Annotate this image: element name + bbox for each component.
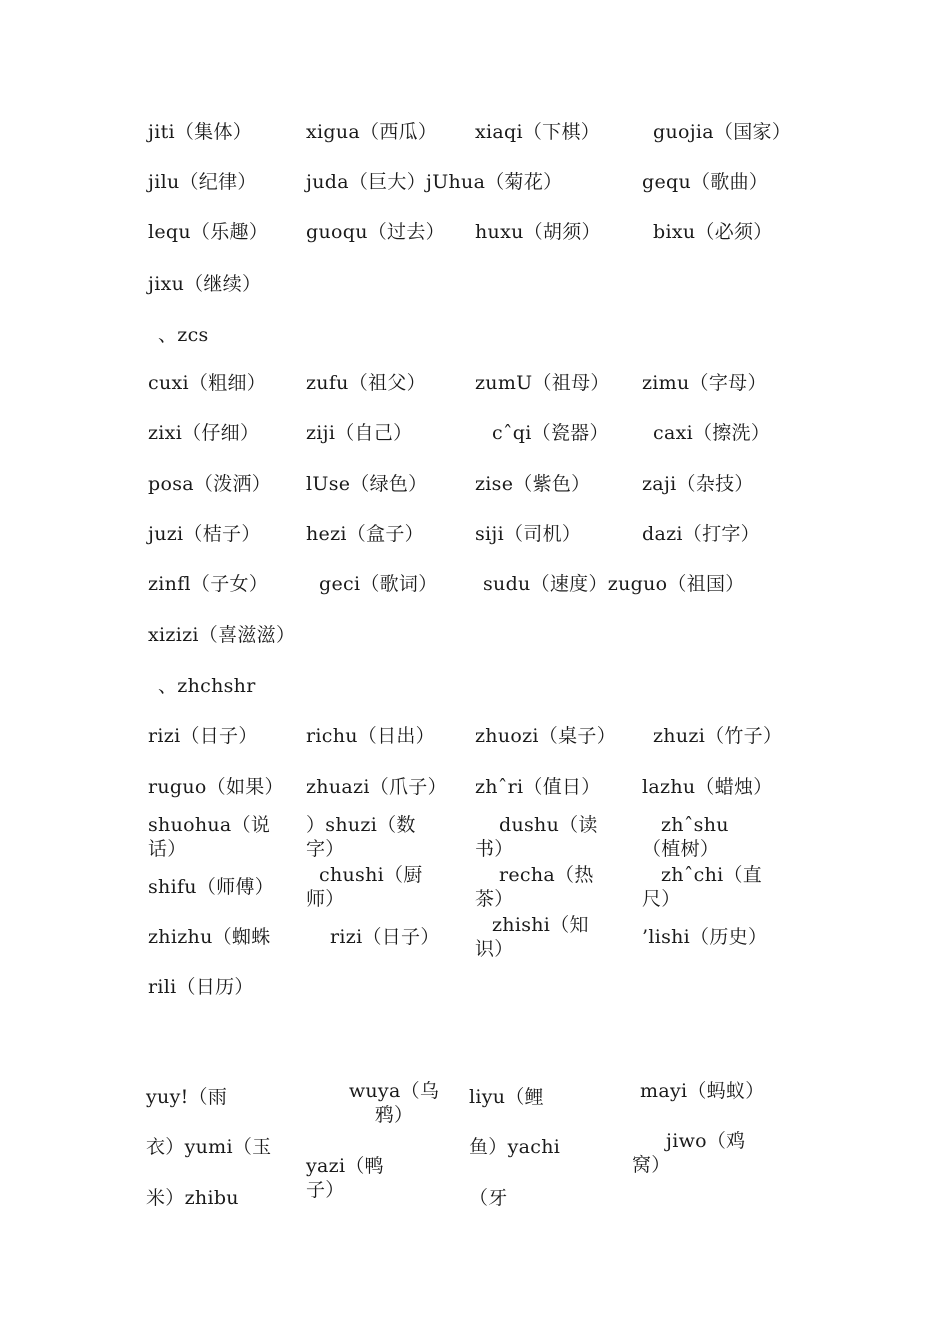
vocab-jiwo: jiwo（鸡窝） [632, 1130, 746, 1176]
vocab-xigua: xigua（西瓜） [306, 121, 438, 143]
vocab-jiti: jiti（集体） [148, 121, 253, 143]
vocab-dushu: dushu（读书） [475, 814, 598, 860]
vocab-posa: posa（泼洒） [148, 473, 272, 495]
bottom-col1-line1: yuy!（雨 [146, 1086, 228, 1108]
vocab-hezi: hezi（盒子） [306, 523, 424, 545]
section-heading-zcs: 、zcs [158, 324, 209, 346]
vocab-shuohua: shuohua（说话） [148, 814, 271, 860]
vocab-lishi: ’lishi（历史） [642, 926, 768, 948]
vocab-cuxi: cuxi（粗细） [148, 372, 267, 394]
vocab-juzi: juzi（桔子） [148, 523, 261, 545]
vocab-rili: rili（日历） [148, 976, 254, 998]
bottom-col3-line1: liyu（鲤 [469, 1086, 544, 1108]
vocab-zhichi: zhˆchi（直尺） [642, 864, 763, 910]
vocab-ziji: ziji（自己） [306, 422, 413, 444]
vocab-gequ: gequ（歌曲） [642, 171, 769, 193]
vocab-guoqu: guoqu（过去） [306, 221, 445, 243]
vocab-xizizi: xizizi（喜滋滋） [148, 624, 296, 646]
vocab-zhiri: zhˆri（值日） [475, 776, 601, 798]
vocab-shifu: shifu（师傅） [148, 876, 275, 898]
vocab-ciqi: cˆqi（瓷器） [492, 422, 609, 444]
vocab-yazi: yazi（鸭子） [306, 1155, 384, 1201]
vocab-geci: geci（歌词） [319, 573, 438, 595]
vocab-huxu: huxu（胡须） [475, 221, 601, 243]
vocab-caxi: caxi（擦洗） [653, 422, 771, 444]
vocab-zise: zise（紫色） [475, 473, 591, 495]
bottom-col3-line3: （牙 [469, 1187, 508, 1209]
vocab-ruguo: ruguo（如果） [148, 776, 284, 798]
vocab-mayi: mayi（蚂蚁） [640, 1080, 765, 1102]
vocab-zhuozi: zhuozi（桌子） [475, 725, 617, 747]
vocab-zhishu: zhˆshu（植树） [642, 814, 729, 860]
vocab-zixi: zixi（仔细） [148, 422, 260, 444]
vocab-lequ: lequ（乐趣） [148, 221, 269, 243]
vocab-jilu: jilu（纪律） [148, 171, 257, 193]
vocab-juda-juhua: juda（巨大）jUhua（菊花） [306, 171, 563, 193]
vocab-zaji: zaji（杂技） [642, 473, 754, 495]
vocab-zhuzi: zhuzi（竹子） [653, 725, 783, 747]
vocab-zhizhu: zhizhu（蜘蛛 [148, 926, 271, 948]
vocab-shuzi: ）shuzi（数字） [306, 814, 416, 860]
vocab-wuya: wuya（乌鸦） [348, 1080, 440, 1126]
vocab-siji: siji（司机） [475, 523, 582, 545]
vocab-richu: richu（日出） [306, 725, 435, 747]
bottom-col1-line2: 衣）yumi（玉 [146, 1136, 272, 1158]
vocab-zimu: zimu（字母） [642, 372, 767, 394]
vocab-lazhu: lazhu（蜡烛） [642, 776, 773, 798]
vocab-xiaqi: xiaqi（下棋） [475, 121, 601, 143]
vocab-chushi: chushi（厨师） [306, 864, 423, 910]
vocab-jixu: jixu（继续） [148, 273, 262, 295]
vocab-guojia: guojia（国家） [653, 121, 792, 143]
vocab-rizi-2: rizi（日子） [330, 926, 440, 948]
vocab-rizi: rizi（日子） [148, 725, 258, 747]
vocab-zumu: zumU（祖母） [475, 372, 610, 394]
vocab-zhishi: zhishi（知识） [475, 914, 589, 960]
vocab-sudu-zuguo: sudu（速度）zuguo（祖国） [483, 573, 745, 595]
vocab-recha: recha（热茶） [475, 864, 594, 910]
bottom-col1-line3: 米）zhibu [146, 1187, 239, 1209]
vocab-luse: lUse（绿色） [306, 473, 428, 495]
vocab-bixu: bixu（必须） [653, 221, 773, 243]
vocab-zinv: zinfl（子女） [148, 573, 269, 595]
vocab-dazi: dazi（打字） [642, 523, 760, 545]
bottom-col3-line2: 鱼）yachi [469, 1136, 561, 1158]
vocab-zufu: zufu（祖父） [306, 372, 426, 394]
section-heading-zhchshr: 、zhchshr [158, 675, 256, 697]
vocab-zhuazi: zhuazi（爪子） [306, 776, 447, 798]
